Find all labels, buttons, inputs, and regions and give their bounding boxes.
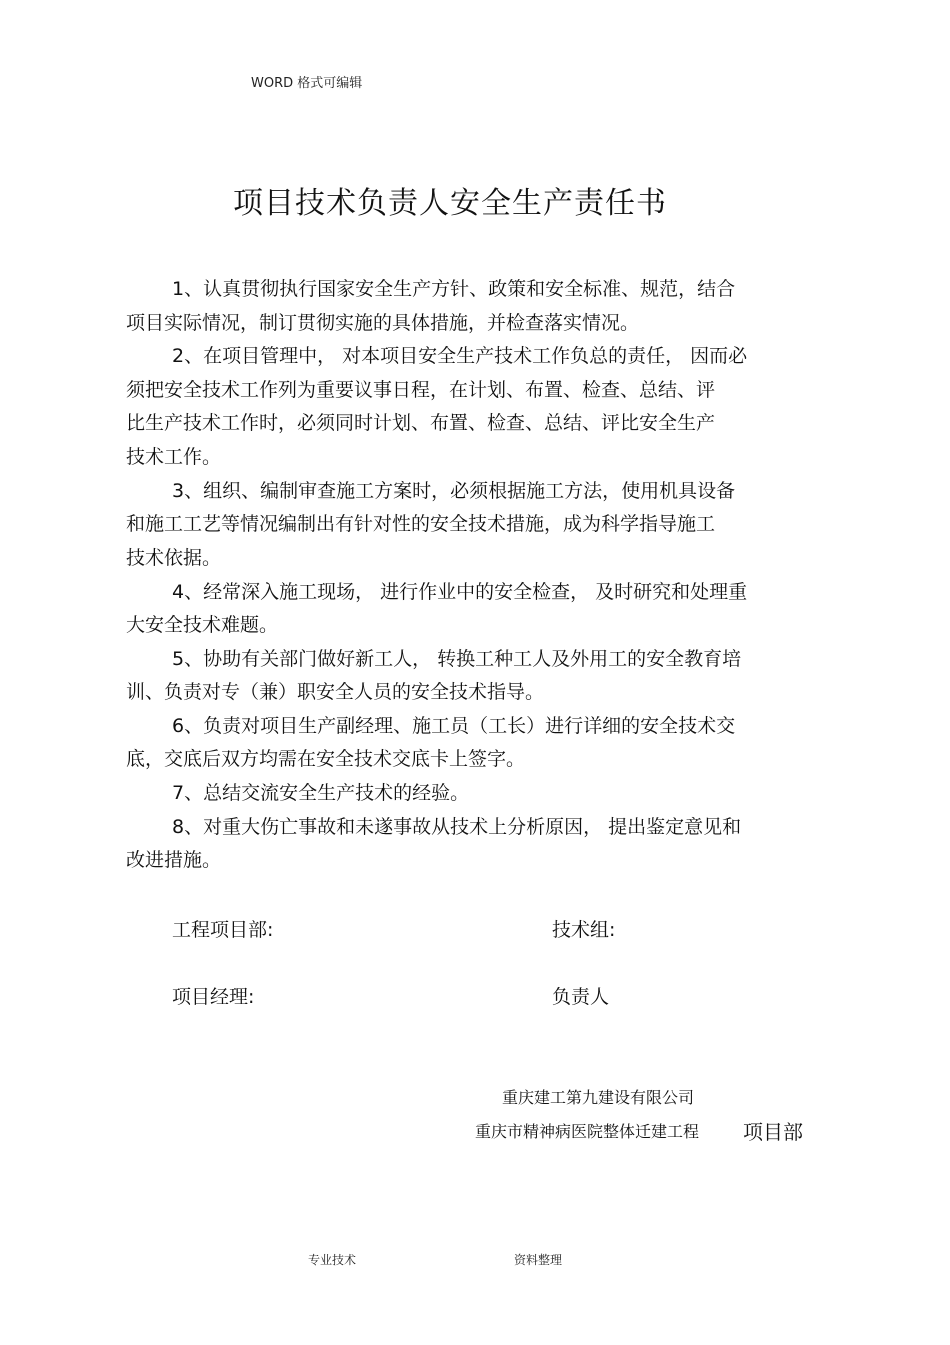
project-dept-suffix: 项目部 xyxy=(743,1120,803,1144)
body-line: 8、对重大伤亡事故和未遂事故从技术上分析原因， 提出鉴定意见和 xyxy=(172,816,742,838)
company-name: 重庆建工第九建设有限公司 xyxy=(502,1088,695,1107)
body-line: 2、在项目管理中， 对本项目安全生产技术工作负总的责任， 因而必 xyxy=(172,345,748,367)
body-line: 改进措施。 xyxy=(126,849,222,871)
body-line: 7、总结交流安全生产技术的经验。 xyxy=(172,782,470,804)
body-line: 6、负责对项目生产副经理、施工员（工长）进行详细的安全技术交 xyxy=(172,715,736,737)
body-line: 技术依据。 xyxy=(126,547,222,569)
responsible-label: 负责人 xyxy=(552,986,610,1008)
footer-left: 专业技术 xyxy=(308,1253,357,1267)
body-line: 比生产技术工作时，必须同时计划、布置、检查、总结、评比安全生产 xyxy=(126,412,716,434)
body-line: 训、负责对专（兼）职安全人员的安全技术指导。 xyxy=(126,681,545,703)
body-line: 5、协助有关部门做好新工人， 转换工种工人及外用工的安全教育培 xyxy=(172,648,742,670)
body-line: 和施工工艺等情况编制出有针对性的安全技术措施，成为科学指导施工 xyxy=(126,513,716,535)
body-line: 1、认真贯彻执行国家安全生产方针、政策和安全标准、规范，结合 xyxy=(172,278,736,300)
body-line: 3、组织、编制审查施工方案时，必须根据施工方法，使用机具设备 xyxy=(172,480,736,502)
tech-group-label: 技术组: xyxy=(552,919,616,941)
footer-right: 资料整理 xyxy=(514,1253,563,1267)
body-line: 4、经常深入施工现场， 进行作业中的安全检查， 及时研究和处理重 xyxy=(172,581,748,603)
project-name: 重庆市精神病医院整体迁建工程 xyxy=(475,1122,700,1141)
body-line: 大安全技术难题。 xyxy=(126,614,279,636)
document-title: 项目技术负责人安全生产责任书 xyxy=(233,186,667,221)
body-line: 项目实际情况，制订贯彻实施的具体措施，并检查落实情况。 xyxy=(126,312,640,334)
project-manager-label: 项目经理: xyxy=(172,986,255,1008)
body-line: 技术工作。 xyxy=(126,446,222,468)
header-note: WORD 格式可编辑 xyxy=(251,76,363,91)
body-line: 须把安全技术工作列为重要议事日程，在计划、布置、检查、总结、评 xyxy=(126,379,716,401)
project-dept-label: 工程项目部: xyxy=(172,919,274,941)
body-line: 底，交底后双方均需在安全技术交底卡上签字。 xyxy=(126,748,526,770)
